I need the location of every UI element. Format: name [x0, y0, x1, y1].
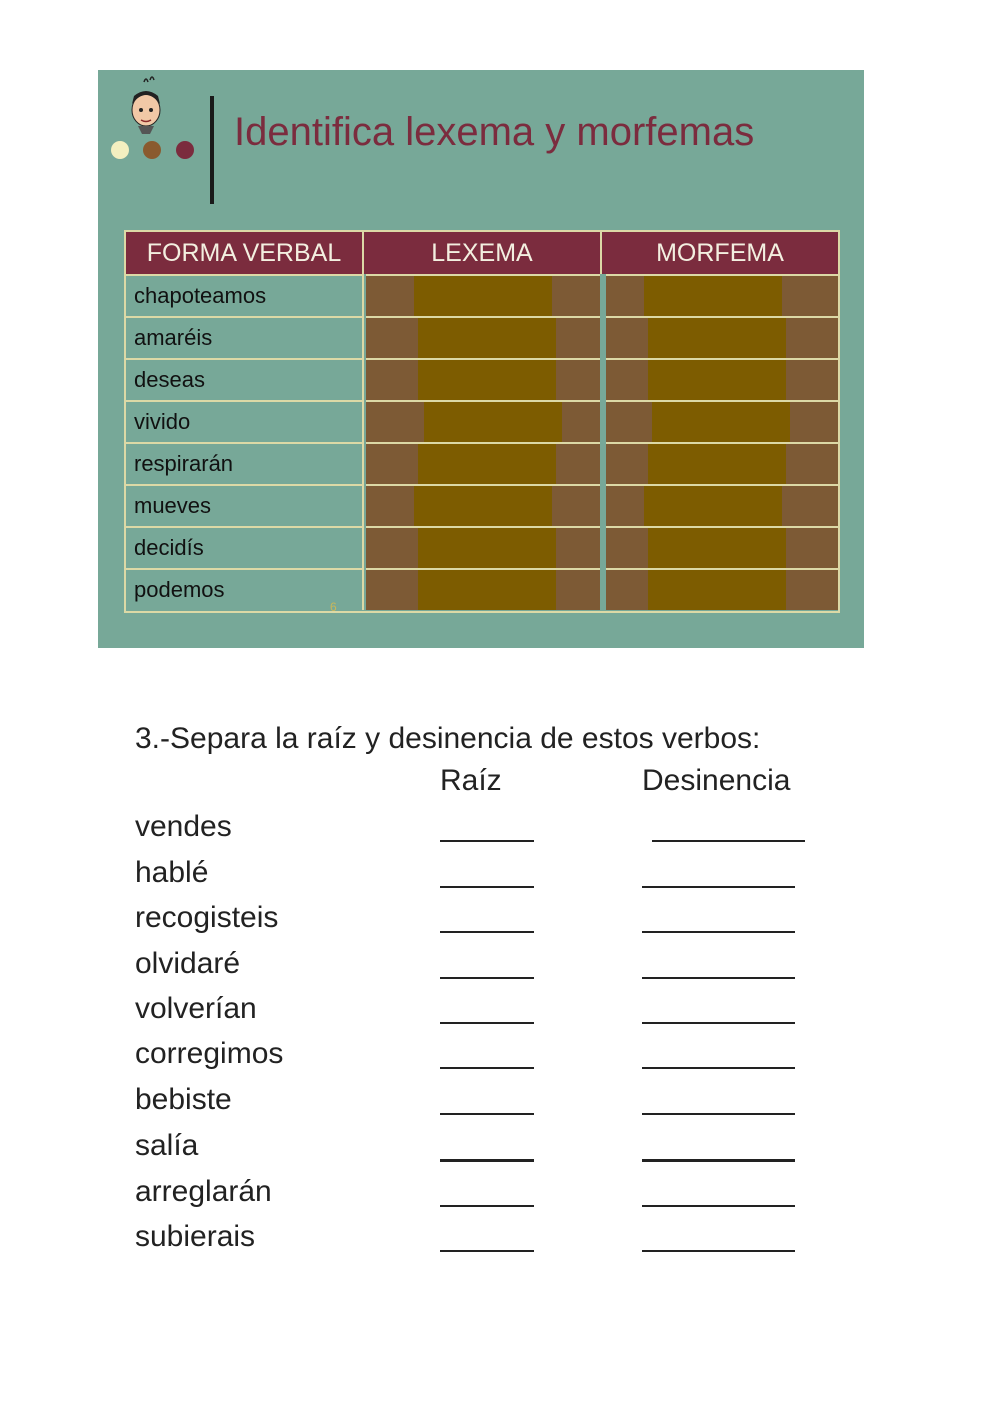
morfema-cell[interactable]	[606, 400, 838, 442]
exercise-row	[0, 1175, 1000, 1221]
desinencia-blank[interactable]	[652, 840, 805, 842]
exercise-row	[0, 856, 1000, 902]
header-forma-verbal: FORMA VERBAL	[126, 232, 364, 274]
verb-form-cell: respirarán	[126, 442, 364, 484]
header-morfema: MORFEMA	[656, 239, 784, 267]
morfema-cell[interactable]	[606, 274, 838, 316]
raiz-blank[interactable]	[440, 931, 534, 933]
raiz-blank[interactable]	[440, 840, 534, 842]
verb-label: recogisteis	[135, 901, 279, 934]
lexema-cell[interactable]	[366, 274, 600, 316]
brown-dot-icon	[143, 141, 161, 159]
desinencia-blank[interactable]	[642, 1250, 795, 1252]
table-row	[126, 484, 838, 526]
header-lexema: LEXEMA	[364, 232, 602, 274]
table-row	[126, 568, 838, 611]
verb-form-cell: vivido	[126, 400, 364, 442]
verb-form-cell: deseas	[126, 358, 364, 400]
morfema-cell[interactable]	[606, 484, 838, 526]
exercise-row	[0, 1220, 1000, 1266]
raiz-blank[interactable]	[440, 1113, 534, 1115]
desinencia-blank[interactable]	[642, 1113, 795, 1115]
cream-dot-icon	[111, 141, 129, 159]
morfema-cell[interactable]	[606, 442, 838, 484]
verb-label: subierais	[135, 1220, 256, 1253]
table-row	[126, 442, 838, 484]
verb-label: hablé	[135, 856, 209, 889]
desinencia-blank[interactable]	[642, 1159, 795, 1162]
exercise-row	[0, 810, 1000, 856]
lexema-cell[interactable]	[366, 442, 600, 484]
morfema-cell[interactable]	[606, 316, 838, 358]
raiz-blank[interactable]	[440, 1159, 534, 1162]
raiz-blank[interactable]	[440, 1250, 534, 1252]
desinencia-blank[interactable]	[642, 977, 795, 979]
verb-label: arreglarán	[135, 1175, 272, 1208]
table-row	[126, 358, 838, 400]
morfema-cell[interactable]	[606, 358, 838, 400]
raiz-blank[interactable]	[440, 886, 534, 888]
verb-label: bebiste	[135, 1083, 232, 1116]
morfema-cell[interactable]	[606, 568, 838, 610]
verb-form-cell: amaréis	[126, 316, 364, 358]
morfema-cell[interactable]	[606, 526, 838, 568]
lexema-cell[interactable]	[366, 316, 600, 358]
verb-table	[124, 230, 840, 613]
column-raiz: Raíz	[440, 764, 502, 797]
verb-label: corregimos	[135, 1037, 284, 1070]
slide-page-number: 6	[330, 600, 337, 614]
exercise-row	[0, 992, 1000, 1038]
raiz-blank[interactable]	[440, 1205, 534, 1207]
exercise-row	[0, 901, 1000, 947]
lexema-cell[interactable]	[366, 526, 600, 568]
verb-label: salía	[135, 1129, 199, 1162]
title-divider	[210, 96, 214, 204]
desinencia-blank[interactable]	[642, 1205, 795, 1207]
lexema-cell[interactable]	[366, 484, 600, 526]
column-desinencia: Desinencia	[642, 764, 791, 797]
maroon-dot-icon	[176, 141, 194, 159]
table-row	[126, 400, 838, 442]
verb-label: volverían	[135, 992, 257, 1025]
table-row	[126, 316, 838, 358]
slide	[98, 70, 864, 648]
verb-form-cell: mueves	[126, 484, 364, 526]
desinencia-blank[interactable]	[642, 931, 795, 933]
lexema-cell[interactable]	[366, 568, 600, 610]
exercise-row	[0, 1083, 1000, 1129]
raiz-blank[interactable]	[440, 1067, 534, 1069]
verb-form-cell: podemos	[126, 568, 364, 610]
raiz-blank[interactable]	[440, 1022, 534, 1024]
table-row	[126, 274, 838, 316]
slide-title: Identifica lexema y morfemas	[234, 110, 755, 154]
lexema-cell[interactable]	[366, 400, 600, 442]
table-row	[126, 526, 838, 568]
student-face-icon	[108, 74, 208, 174]
verb-form-cell: chapoteamos	[126, 274, 364, 316]
exercise-row	[0, 1129, 1000, 1175]
exercise-row	[0, 1037, 1000, 1083]
lexema-cell[interactable]	[366, 358, 600, 400]
desinencia-blank[interactable]	[642, 1067, 795, 1069]
table-header	[126, 232, 838, 274]
desinencia-blank[interactable]	[642, 886, 795, 888]
desinencia-blank[interactable]	[642, 1022, 795, 1024]
verb-label: vendes	[135, 810, 232, 843]
verb-form-cell: decidís	[126, 526, 364, 568]
raiz-blank[interactable]	[440, 977, 534, 979]
exercise-row	[0, 947, 1000, 993]
exercise-title: 3.-Separa la raíz y desinencia de estos verbos:	[135, 722, 761, 755]
verb-label: olvidaré	[135, 947, 241, 980]
